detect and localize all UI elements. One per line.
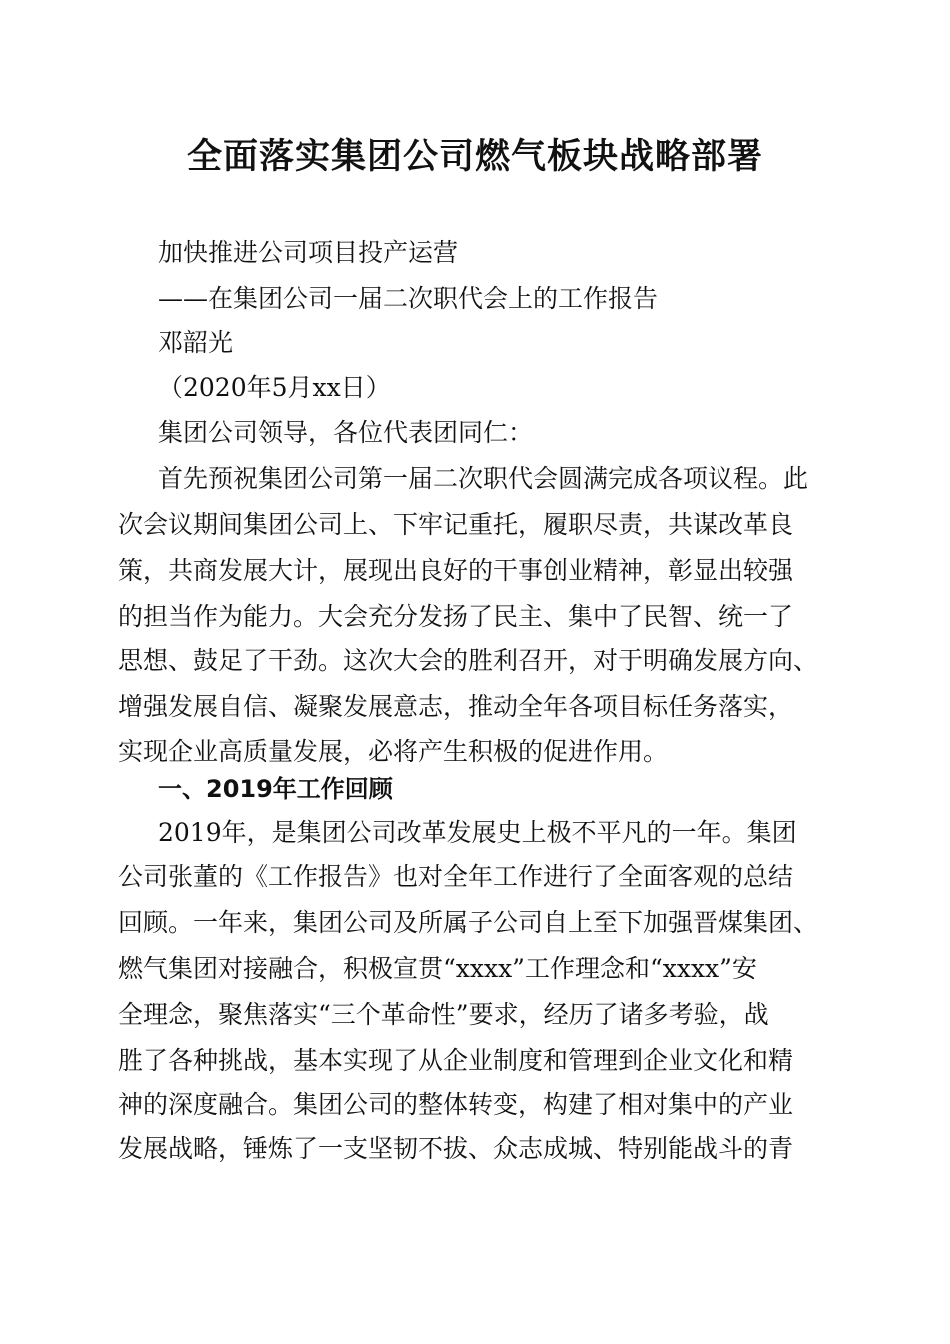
subtitle-line: 加快推进公司项目投产运营 <box>158 238 459 267</box>
paragraph-line: 燃气集团对接融合，积极宣贯“xxxx”工作理念和“xxxx”安 <box>118 954 757 983</box>
paragraph-line: 策，共商发展大计，展现出良好的干事创业精神，彰显出较强 <box>118 556 794 585</box>
paragraph-line: 首先预祝集团公司第一届二次职代会圆满完成各项议程。此 <box>158 464 809 493</box>
paragraph-line: 全理念，聚焦落实“三个革命性”要求，经历了诸多考验，战 <box>118 1000 769 1029</box>
paragraph-line: 思想、鼓足了干劲。这次大会的胜利召开，对于明确发展方向、 <box>118 646 819 675</box>
paragraph-line: 回顾。一年来，集团公司及所属子公司自上至下加强晋煤集团、 <box>118 908 819 937</box>
paragraph-line: 发展战略，锤炼了一支坚韧不拔、众志成城、特别能战斗的青 <box>118 1134 794 1163</box>
salutation: 集团公司领导，各位代表团同仁： <box>158 418 534 447</box>
paragraph-line: 胜了各种挑战，基本实现了从企业制度和管理到企业文化和精 <box>118 1046 794 1075</box>
section-heading: 一、2019年工作回顾 <box>158 775 393 803</box>
paragraph-line: 增强发展自信、凝聚发展意志，推动全年各项目标任务落实， <box>118 692 794 721</box>
author-name: 邓韶光 <box>158 328 234 357</box>
document-title: 全面落实集团公司燃气板块战略部署 <box>186 137 763 177</box>
paragraph-line: 的担当作为能力。大会充分发扬了民主、集中了民智、统一了 <box>118 602 794 631</box>
paragraph-line: 2019年，是集团公司改革发展史上极不平凡的一年。集团 <box>158 818 797 847</box>
paragraph-line: 次会议期间集团公司上、下牢记重托，履职尽责，共谋改革良 <box>118 510 794 539</box>
paragraph-line: 神的深度融合。集团公司的整体转变，构建了相对集中的产业 <box>118 1090 794 1119</box>
report-date: （2020年5月xx日） <box>158 373 391 402</box>
subtitle-line: ——在集团公司一届二次职代会上的工作报告 <box>158 284 659 313</box>
paragraph-line: 实现企业高质量发展，必将产生积极的促进作用。 <box>118 737 669 766</box>
paragraph-line: 公司张董的《工作报告》也对全年工作进行了全面客观的总结 <box>118 862 794 891</box>
